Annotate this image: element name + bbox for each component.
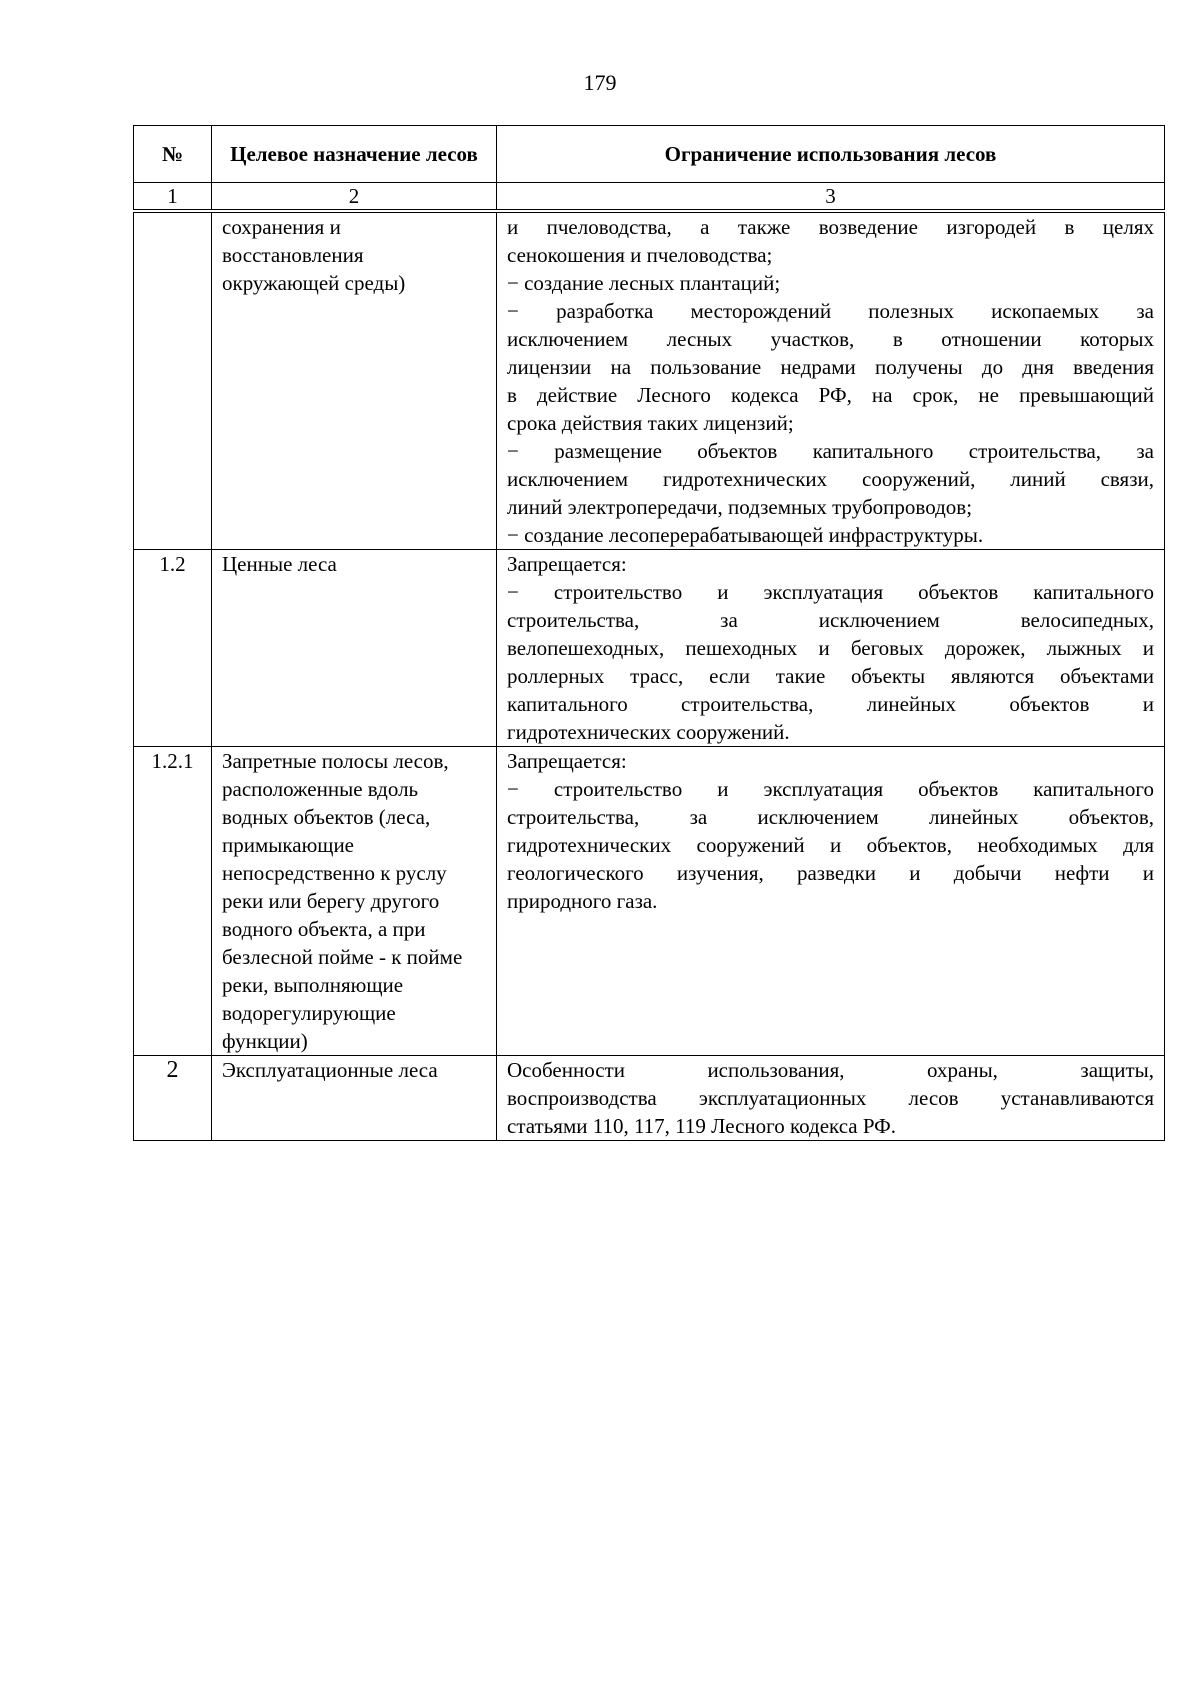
restriction-line: исключением гидротехнических сооружений, линий связи, (507, 467, 1154, 491)
restriction-line: строительства, за исключением линейных объектов, (507, 805, 1154, 829)
row-purpose: Ценные леса (212, 550, 497, 747)
table-header-row (134, 126, 1165, 183)
restriction-line: велопешеходных, пешеходных и беговых дорожек, лыжных и (507, 636, 1154, 660)
restriction-line: гидротехнических сооружений и объектов, необходимых для (507, 833, 1154, 857)
restriction-line: − строительство и эксплуатация объектов капитального (507, 580, 1154, 604)
restriction-line: − размещение объектов капитального строительства, за (507, 439, 1154, 463)
restriction-line: Запрещается: (507, 749, 627, 773)
restriction-line: капитального строительства, линейных объектов и (507, 692, 1154, 716)
table-row (134, 747, 1165, 1056)
restriction-line: геологического изучения, разведки и добычи нефти и (507, 861, 1154, 885)
column-number-1: 1 (134, 183, 212, 212)
restriction-line: строительства, за исключением велосипедных, (507, 608, 1154, 632)
header-restriction: Ограничение использования лесов (497, 126, 1165, 183)
row-number (134, 211, 212, 550)
row-number: 2 (134, 1056, 212, 1141)
column-numbers-row (134, 183, 1165, 212)
restriction-line: природного газа. (507, 889, 658, 913)
restriction-line: исключением лесных участков, в отношении которых (507, 327, 1154, 351)
page-number: 179 (583, 70, 617, 95)
row-number: 1.2.1 (134, 747, 212, 1056)
restriction-line: − строительство и эксплуатация объектов капитального (507, 777, 1154, 801)
restriction-line: − создание лесоперерабатывающей инфраструктуры. (507, 523, 984, 547)
restriction-line: в действие Лесного кодекса РФ, на срок, не превышающий (507, 383, 1154, 407)
restriction-line: лицензии на пользование недрами получены до дня введения (507, 355, 1154, 379)
restriction-line: роллерных трасс, если такие объекты являются объектами (507, 664, 1154, 688)
header-purpose: Целевое назначение лесов (212, 126, 497, 183)
column-number-3: 3 (497, 183, 1165, 212)
row-number: 1.2 (134, 550, 212, 747)
column-number-2: 2 (212, 183, 497, 212)
header-number: № (134, 126, 212, 183)
row-purpose: Запретные полосы лесов, расположенные вдоль водных объектов (леса, примыкающие непосредственно к руслу реки или берегу другого водного объекта, а при безлесной пойме - к пойме реки, выполняющие водорегулирующие функции) (212, 747, 497, 1056)
row-restriction (497, 211, 1165, 550)
table-row (134, 1056, 1165, 1141)
row-restriction (497, 1056, 1165, 1141)
table-row (134, 550, 1165, 747)
restriction-line: − создание лесных плантаций; (507, 271, 781, 295)
restriction-line: статьями 110, 117, 119 Лесного кодекса РФ. (507, 1114, 897, 1138)
forest-restrictions-table (133, 125, 1165, 1141)
restriction-line: сенокошения и пчеловодства; (507, 243, 773, 267)
row-restriction (497, 550, 1165, 747)
row-purpose: Эксплуатационные леса (212, 1056, 497, 1141)
restriction-line: срока действия таких лицензий; (507, 411, 794, 435)
restriction-line: Особенности использования, охраны, защиты, (507, 1058, 1154, 1082)
restriction-line: гидротехнических сооружений. (507, 720, 790, 744)
restriction-line: линий электропередачи, подземных трубопроводов; (507, 495, 973, 519)
restriction-line: − разработка месторождений полезных ископаемых за (507, 299, 1154, 323)
row-purpose: сохранения и восстановления окружающей среды) (212, 211, 497, 550)
restriction-line: Запрещается: (507, 552, 627, 576)
table-row (134, 211, 1165, 550)
restriction-line: и пчеловодства, а также возведение изгородей в целях (507, 215, 1154, 239)
restriction-line: воспроизводства эксплуатационных лесов устанавливаются (507, 1086, 1154, 1110)
row-restriction (497, 747, 1165, 1056)
